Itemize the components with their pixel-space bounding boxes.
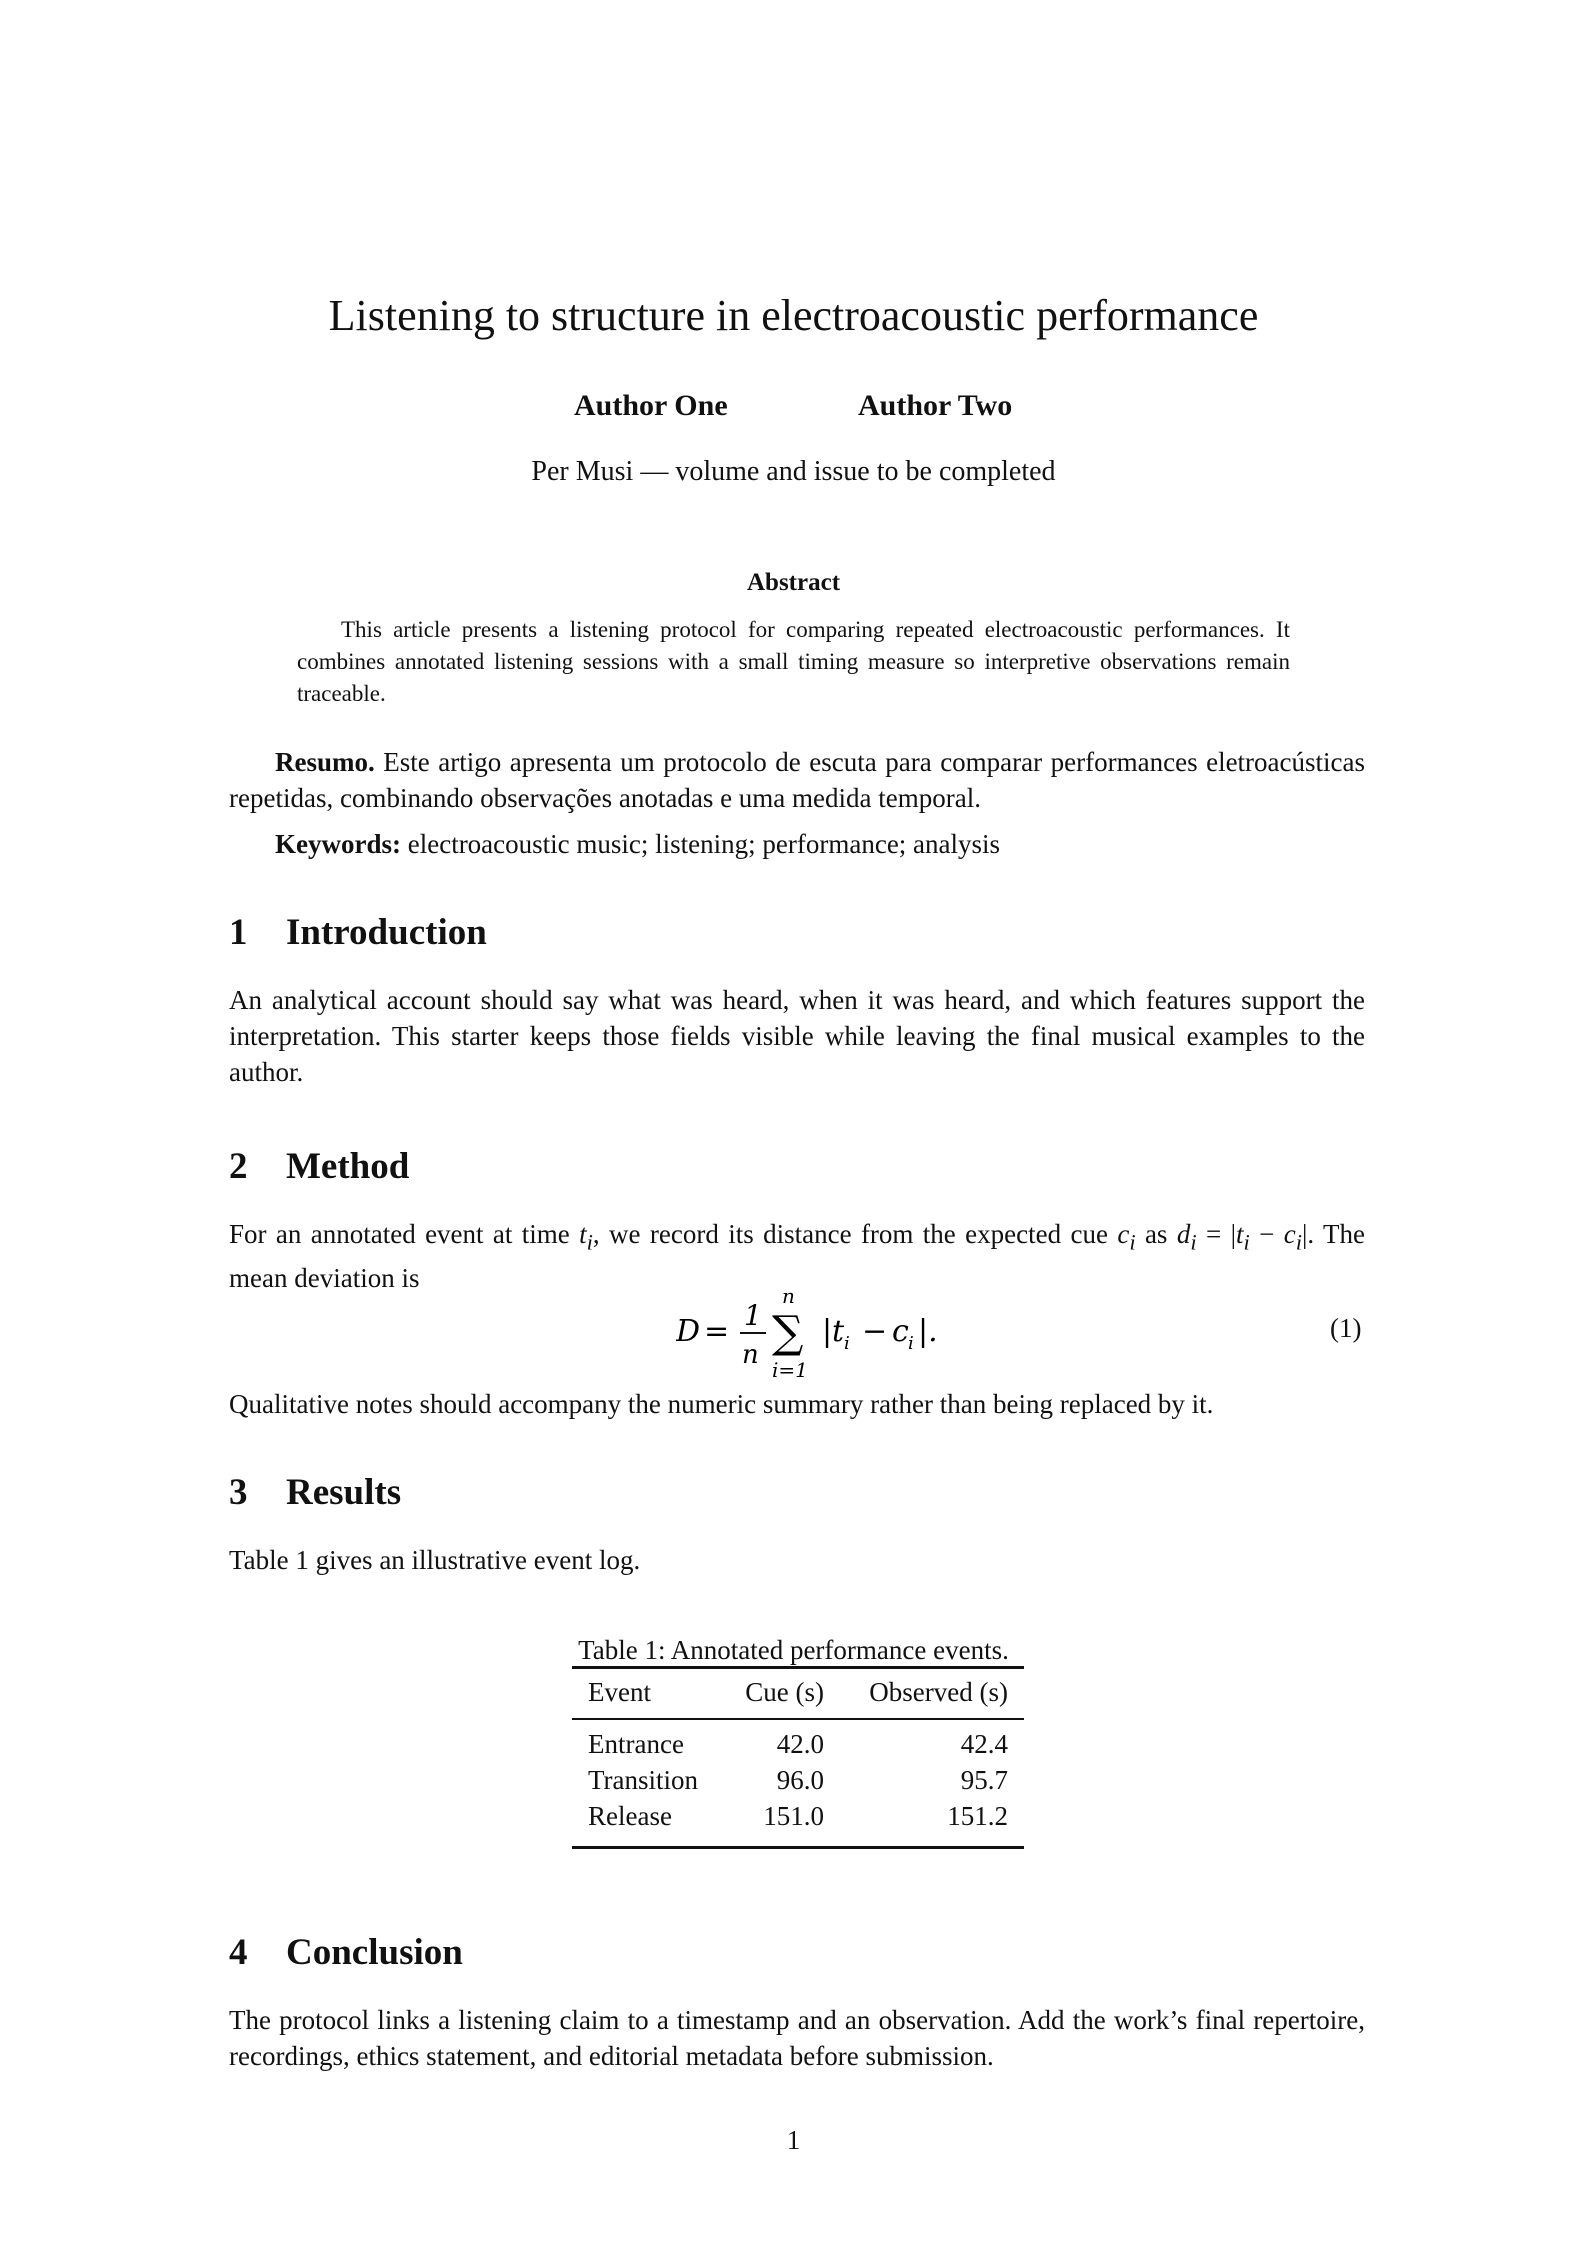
math-inline: $d_i$ bbox=[1176, 1219, 1197, 1255]
author-name: Author Two bbox=[858, 389, 1013, 422]
keywords-label: Keywords: bbox=[275, 829, 401, 859]
math-inline: $c_i$ bbox=[1117, 1219, 1136, 1255]
table-cell: Entrance bbox=[588, 1729, 684, 1759]
table-caption: Table 1: Annotated performance events. bbox=[578, 1635, 1009, 1665]
section-number: 4 bbox=[229, 1932, 248, 1973]
svg-text:1: 1 bbox=[744, 1299, 762, 1332]
venue-line: Per Musi — volume and issue to be completed bbox=[531, 456, 1056, 487]
keywords-line bbox=[229, 826, 1365, 862]
table-header-cell: Cue (s) bbox=[745, 1677, 824, 1707]
section-title: Results bbox=[286, 1472, 402, 1513]
method-text: as bbox=[1144, 1219, 1168, 1249]
table-cell: 151.2 bbox=[947, 1801, 1008, 1831]
section-title: Introduction bbox=[286, 912, 487, 953]
method-text: . The mean deviation is bbox=[229, 1219, 1366, 1294]
paper-title: Listening to structure in electroacoustic performance bbox=[328, 291, 1259, 340]
resumo-text: Este artigo apresenta um protocolo de escuta para comparar performances eletroacústicas repetidas, combinando observações anotadas e uma medida temporal. bbox=[229, 747, 1366, 813]
section-heading-results bbox=[229, 1470, 401, 1516]
svg-text:n: n bbox=[742, 1340, 759, 1370]
section-heading-method bbox=[229, 1144, 409, 1190]
table-header-cell: Observed (s) bbox=[869, 1677, 1008, 1707]
svg-text:∑: ∑ bbox=[772, 1307, 804, 1358]
resumo-label: Resumo. bbox=[275, 747, 375, 777]
svg-text:|.: |. bbox=[918, 1314, 938, 1349]
svg-text:−: − bbox=[862, 1314, 888, 1349]
table-top-rule bbox=[572, 1666, 1024, 1669]
math-inline: $t_i$ bbox=[579, 1219, 593, 1255]
resumo-paragraph bbox=[229, 744, 1365, 816]
svg-text:n: n bbox=[782, 1284, 795, 1308]
section-number: 1 bbox=[229, 912, 248, 953]
svg-text:c: c bbox=[892, 1314, 909, 1349]
mean-deviation-equation bbox=[676, 1283, 996, 1383]
table-bottom-rule bbox=[572, 1846, 1024, 1849]
table-mid-rule bbox=[572, 1718, 1024, 1720]
table-cell: 42.4 bbox=[960, 1729, 1008, 1759]
table-cell: 151.0 bbox=[763, 1801, 824, 1831]
method-paragraph: For an annotated event at time $t_i$, we record its distance from the expected cue $c_i$ as $d_i = |t_i - c_i|$. The mean deviation is bbox=[229, 1219, 1366, 1294]
section-number: 3 bbox=[229, 1472, 248, 1513]
method-text: For an annotated event at time bbox=[229, 1219, 570, 1249]
svg-text:i: i bbox=[908, 1333, 914, 1354]
svg-text:t: t bbox=[832, 1314, 845, 1349]
section-number: 2 bbox=[229, 1146, 248, 1187]
page-number: 1 bbox=[786, 2125, 801, 2155]
table-cell: Transition bbox=[588, 1765, 699, 1795]
section-title: Conclusion bbox=[286, 1932, 463, 1973]
abstract-heading: Abstract bbox=[746, 569, 841, 596]
table-cell: 96.0 bbox=[776, 1765, 824, 1795]
svg-text:i=1: i=1 bbox=[772, 1358, 808, 1382]
section-heading-introduction bbox=[229, 910, 487, 956]
section-heading-conclusion bbox=[229, 1930, 463, 1976]
svg-text:i: i bbox=[844, 1333, 850, 1354]
author-name: Author One bbox=[574, 389, 728, 422]
table-cell: 95.7 bbox=[960, 1765, 1008, 1795]
svg-text:=: = bbox=[704, 1314, 730, 1349]
table-cell: Release bbox=[588, 1801, 672, 1831]
keywords-text: electroacoustic music; listening; performance; analysis bbox=[407, 829, 1001, 859]
method-text: , we record its distance from the expected cue bbox=[592, 1219, 1108, 1249]
introduction-paragraph: An analytical account should say what was heard, when it was heard, and which features support the interpretation. This starter keeps those fields visible while leaving the final musical examples to the author. bbox=[229, 985, 1365, 1087]
section-title: Method bbox=[286, 1146, 410, 1187]
conclusion-paragraph: The protocol links a listening claim to a timestamp and an observation. Add the work’s final repertoire, recordings, ethics statement, and editorial metadata before submission. bbox=[229, 2005, 1365, 2071]
svg-text:D: D bbox=[676, 1314, 701, 1349]
table-cell: 42.0 bbox=[776, 1729, 824, 1759]
svg-text:|: | bbox=[822, 1314, 833, 1349]
equation-number: (1) bbox=[1330, 1313, 1362, 1343]
results-paragraph: Table 1 gives an illustrative event log. bbox=[229, 1545, 641, 1575]
abstract-text: This article presents a listening protocol for comparing repeated electroacoustic performances. It combines annotated listening sessions with a small timing measure so interpretive observations remain traceable. bbox=[297, 617, 1290, 706]
method-paragraph-2: Qualitative notes should accompany the numeric summary rather than being replaced by it. bbox=[229, 1389, 1214, 1419]
table-header-cell: Event bbox=[588, 1677, 651, 1707]
